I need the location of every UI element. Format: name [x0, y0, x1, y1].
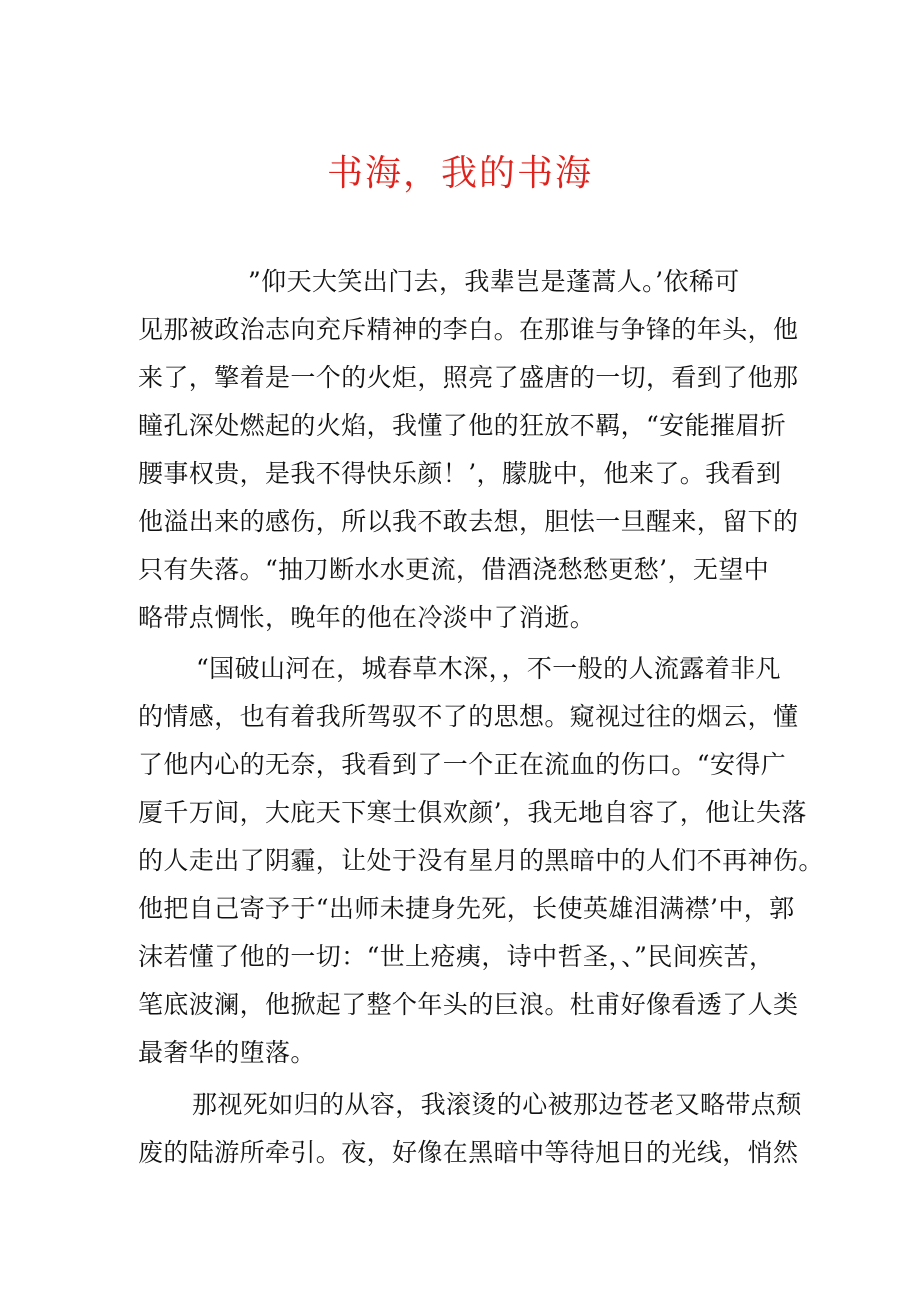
- paragraph-3-line-2: 废的陆游所牵引。夜，好像在黑暗中等待旭日的光线，悄然: [138, 1138, 799, 1167]
- paragraph-1-line-6: 他溢出来的感伤，所以我不敢去想，胆怯一旦醒来，留下的: [138, 507, 799, 536]
- paragraph-2-line-3: 了他内心的无奈，我看到了一个正在流血的伤口。“安得广: [138, 750, 787, 779]
- paragraph-1-line-7: 只有失落。“抽刀断水水更流，借酒浇愁愁更愁’，无望中: [138, 555, 770, 584]
- paragraph-1-line-5: 腰事权贵，是我不得快乐颜！’，朦胧中，他来了。我看到: [138, 459, 782, 488]
- paragraph-2-line-8: 笔底波澜，他掀起了整个年头的巨浪。杜甫好像看透了人类: [138, 990, 799, 1019]
- paragraph-1-line-8: 略带点惆怅，晚年的他在冷淡中了消逝。: [138, 603, 596, 632]
- paragraph-1-line-3: 来了，擎着是一个的火炬，照亮了盛唐的一切，看到了他那: [138, 363, 799, 392]
- document-title: 书海，我的书海: [326, 153, 593, 194]
- paragraph-2-line-2: 的情感，也有着我所驾驭不了的思想。窥视过往的烟云，懂: [138, 702, 799, 731]
- paragraph-1-line-2: 见那被政治志向充斥精神的李白。在那谁与争锋的年头，他: [138, 315, 799, 344]
- paragraph-2-line-5: 的人走出了阴霾，让处于没有星月的黑暗中的人们不再神伤。: [138, 846, 824, 875]
- paragraph-2-line-9: 最奢华的堕落。: [138, 1038, 316, 1067]
- paragraph-2-line-4: 厦千万间，大庇天下寒士俱欢颜’，我无地自容了，他让失落: [138, 798, 807, 827]
- paragraph-1-line-4: 瞳孔深处燃起的火焰，我懂了他的狂放不羁，“安能摧眉折: [138, 411, 787, 440]
- paragraph-1-line-1: ”仰天大笑出门去，我辈岂是蓬蒿人。’依稀可: [248, 267, 740, 296]
- paragraph-2-line-6: 他把自己寄予于“出师未捷身先死，长使英雄泪满襟’中，郭: [138, 894, 795, 923]
- paragraph-2-line-1: “国破山河在，城春草木深，，不一般的人流露着非凡: [196, 654, 781, 683]
- paragraph-3-line-1: 那视死如归的从容，我滚烫的心被那边苍老又略带点颓: [192, 1090, 802, 1119]
- paragraph-2-line-7: 沫若懂了他的一切：“世上疮痍，诗中哲圣，、”民间疾苦，: [138, 942, 775, 971]
